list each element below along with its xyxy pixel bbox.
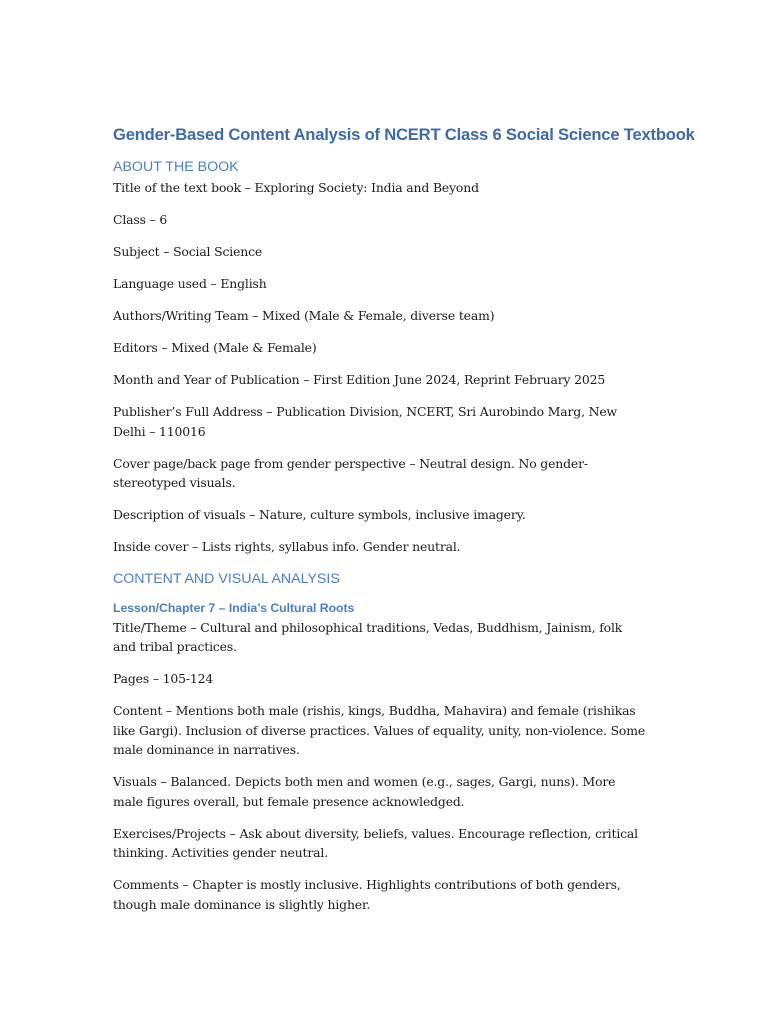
about-item-language: Language used – English	[113, 276, 267, 291]
about-item-class: Class – 6	[113, 212, 168, 227]
about-item-publisher-address: Publisher’s Full Address – Publication Division, NCERT, Sri Aurobindo Marg, New Delhi – 110016	[113, 404, 617, 439]
document-title: Gender-Based Content Analysis of NCERT Class 6 Social Science Textbook	[113, 125, 695, 144]
about-item-visuals: Description of visuals – Nature, culture symbols, inclusive imagery.	[113, 507, 526, 522]
content-list	[113, 618, 648, 915]
about-item-authors: Authors/Writing Team – Mixed (Male & Female, diverse team)	[113, 308, 495, 323]
content-item-content: Content – Mentions both male (rishis, kings, Buddha, Mahavira) and female (rishikas like Gargi). Inclusion of diverse practices. Values of equality, unity, non-violence. Some male dominance in narratives.	[113, 703, 646, 757]
content-item-comments: Comments – Chapter is mostly inclusive. Highlights contributions of both genders, though male dominance is slightly higher.	[113, 877, 621, 912]
about-item-publication-date: Month and Year of Publication – First Edition June 2024, Reprint February 2025	[113, 372, 606, 387]
about-item-subject: Subject – Social Science	[113, 244, 263, 259]
content-item-pages: Pages – 105-124	[113, 671, 214, 686]
about-item-editors: Editors – Mixed (Male & Female)	[113, 340, 317, 355]
content-item-exercises: Exercises/Projects – Ask about diversity, beliefs, values. Encourage reflection, critical thinking. Activities gender neutral.	[113, 825, 638, 860]
about-list	[113, 178, 648, 557]
about-item-title: Title of the text book – Exploring Society: India and Beyond	[113, 180, 479, 195]
lesson-heading: Lesson/Chapter 7 – India’s Cultural Roots	[113, 600, 355, 615]
section-heading-about: ABOUT THE BOOK	[113, 159, 239, 175]
about-item-inside-cover: Inside cover – Lists rights, syllabus info. Gender neutral.	[113, 539, 461, 554]
content-item-theme: Title/Theme – Cultural and philosophical traditions, Vedas, Buddhism, Jainism, folk and tribal practices.	[113, 619, 623, 654]
content-item-visuals: Visuals – Balanced. Depicts both men and women (e.g., sages, Gargi, nuns). More male figures overall, but female presence acknowledged.	[113, 774, 616, 809]
about-item-cover-page: Cover page/back page from gender perspective – Neutral design. No gender-stereotyped visuals.	[113, 455, 588, 490]
section-heading-content: CONTENT AND VISUAL ANALYSIS	[113, 570, 340, 587]
